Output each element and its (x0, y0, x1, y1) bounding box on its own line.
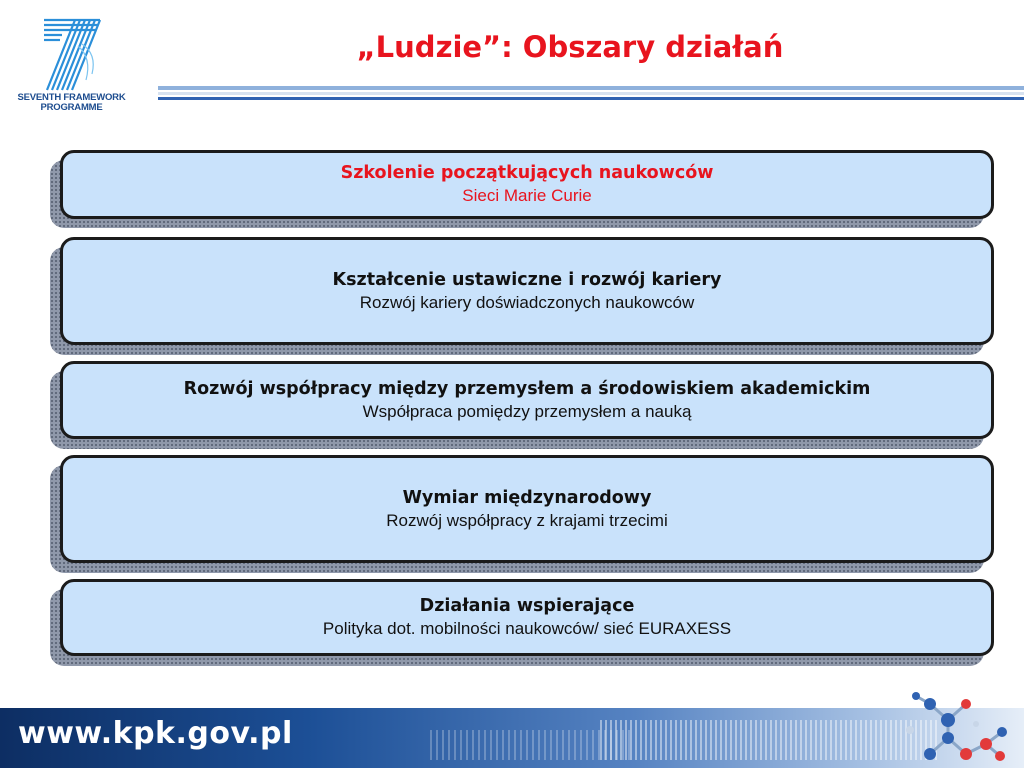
molecule-logo-icon (890, 690, 1018, 768)
box-heading: Szkolenie początkujących naukowców (340, 163, 714, 183)
box-heading: Działania wspierające (419, 596, 635, 616)
fp7-logo (14, 14, 129, 118)
footer-url-link[interactable]: www.kpk.gov.pl (18, 716, 293, 751)
header-divider-top (158, 86, 1024, 90)
box-heading: Kształcenie ustawiczne i rozwój kariery (332, 269, 722, 290)
footer-pattern (600, 720, 940, 760)
header-divider-bottom (158, 97, 1024, 100)
box-subtitle: Rozwój kariery doświadczonych naukowców (359, 292, 695, 312)
box-subtitle: Polityka dot. mobilności naukowców/ sieć EURAXESS (322, 619, 732, 638)
box-heading: Wymiar międzynarodowy (402, 487, 652, 508)
info-box-training (60, 150, 994, 219)
logo-caption-line2: PROGRAMME (40, 102, 103, 113)
logo-caption (14, 93, 129, 113)
box-subtitle: Sieci Marie Curie (462, 186, 592, 205)
box-subtitle: Rozwój współpracy z krajami trzecimi (386, 510, 668, 530)
logo-caption-line1: SEVENTH FRAMEWORK (17, 92, 126, 103)
info-box-support-actions (60, 579, 994, 656)
info-box-lifelong-learning (60, 237, 994, 345)
box-subtitle: Współpraca pomiędzy przemysłem a nauką (362, 401, 692, 421)
page-title: „Ludzie”: Obszary działań (356, 30, 784, 64)
seventh-framework-emblem-icon (42, 14, 106, 92)
info-box-industry-academia (60, 361, 994, 439)
box-heading: Rozwój współpracy między przemysłem a środowiskiem akademickim (183, 378, 871, 399)
info-box-international (60, 455, 994, 563)
header-divider-middle (158, 92, 1024, 95)
